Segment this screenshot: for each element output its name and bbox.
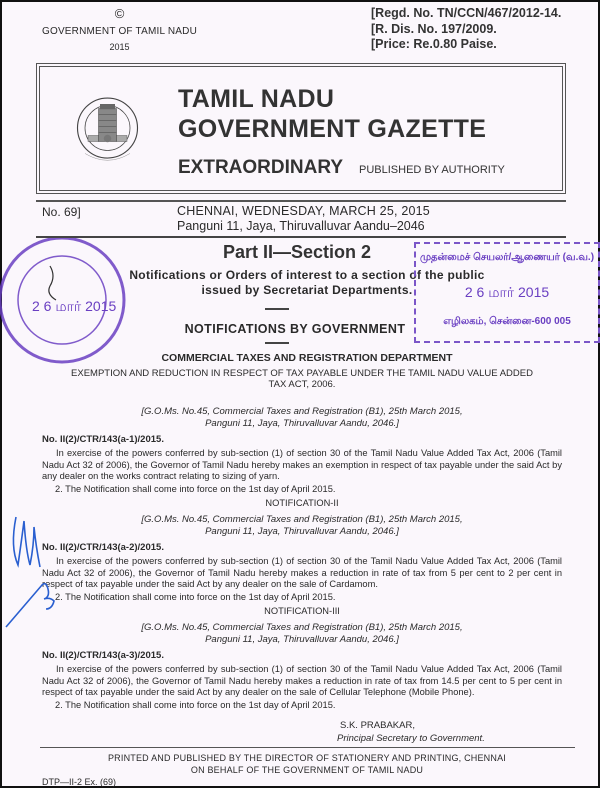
registration-block [371, 6, 561, 53]
notification-body: In exercise of the powers conferred by sub-section (1) of section 30 of the Tamil Nadu Value Added Tax Act, 2006 (Tamil Nadu Act 32 of 2006), the Governor of Tamil Nadu hereby makes an exemption in respect of tax payable under the said Act by any dealer on the works contract relating to sizing of yarn. [42, 448, 562, 481]
printer-line1: PRINTED AND PUBLISHED BY THE DIRECTOR OF STATIONERY AND PRINTING, CHENNAI [107, 753, 506, 763]
issue-date: CHENNAI, WEDNESDAY, MARCH 25, 2015 [177, 204, 430, 218]
notification-number: No. II(2)/CTR/143(a-2)/2015. [42, 542, 164, 553]
printer-line2: ON BEHALF OF THE GOVERNMENT OF TAMIL NADU [190, 765, 424, 775]
notification-heading: NOTIFICATION-III [264, 606, 340, 616]
subject-line2: TAX ACT, 2006. [268, 379, 336, 390]
short-divider [265, 342, 289, 344]
subject-line1: EXEMPTION AND REDUCTION IN RESPECT OF TAX PAYABLE UNDER THE TAMIL NADU VALUE ADDED [71, 368, 533, 379]
notification-number: No. II(2)/CTR/143(a-1)/2015. [42, 434, 164, 445]
citation-line1: [G.O.Ms. No.45, Commercial Taxes and Registration (B1), 25th March 2015, [141, 622, 463, 633]
dtp-code: DTP—II-2 Ex. (69) [42, 777, 117, 787]
signatory-title: Principal Secretary to Government. [337, 733, 485, 744]
citation [72, 406, 532, 430]
signatory-name: S.K. PRABAKAR, [340, 720, 415, 731]
notifications-by-government: NOTIFICATIONS BY GOVERNMENT [184, 322, 406, 336]
short-divider [265, 308, 289, 310]
notification-effective: 2. The Notification shall come into force on the 1st day of April 2015. [55, 592, 336, 602]
rdis-number: [R. Dis. No. 197/2009. [371, 21, 497, 36]
stamp-address-line: எழிலகம், சென்னை-600 005 [443, 316, 571, 327]
rectangular-office-stamp [414, 242, 600, 343]
notification-effective: 2. The Notification shall come into force on the 1st day of April 2015. [55, 484, 336, 494]
copyright-year: 2015 [109, 42, 130, 52]
notification-effective: 2. The Notification shall come into force on the 1st day of April 2015. [55, 700, 336, 710]
gazette-title-line2: GOVERNMENT GAZETTE [178, 115, 487, 143]
issue-number: No. 69] [42, 205, 81, 219]
divider [40, 747, 575, 748]
subject [47, 368, 557, 390]
round-stamp-date: 2 6 மார் 2015 [32, 298, 117, 314]
notification-body: In exercise of the powers conferred by sub-section (1) of section 30 of the Tamil Nadu Value Added Tax Act, 2006 (Tamil Nadu Act 32 of 2006), the Governor of Tamil Nadu hereby makes a reduction in rate of tax from 5 per cent to 2 per cent in respect of tax payable under the said Act by any dealer on the sale of Cardamom. [42, 556, 562, 589]
part-section-heading: Part II—Section 2 [222, 242, 372, 262]
citation-line2: Panguni 11, Jaya, Thiruvalluvar Aandu, 2046.] [205, 634, 399, 645]
handwritten-signature [2, 507, 62, 647]
published-by-authority: PUBLISHED BY AUTHORITY [359, 164, 505, 176]
stamp-office-line: முதன்மைச் செயலர்/ஆணையர் (வ.வ.) [419, 252, 595, 263]
stamp-date: 2 6 மார் 2015 [464, 284, 550, 300]
copyright-symbol: © [114, 6, 125, 21]
regd-number: [Regd. No. TN/CCN/467/2012-14. [371, 6, 562, 20]
citation-line1: [G.O.Ms. No.45, Commercial Taxes and Registration (B1), 25th March 2015, [141, 514, 463, 525]
price: [Price: Re.0.80 Paise. [371, 37, 497, 51]
extraordinary-label: EXTRAORDINARY [178, 157, 344, 178]
government-name: GOVERNMENT OF TAMIL NADU [41, 26, 197, 37]
citation-line2: Panguni 11, Jaya, Thiruvalluvar Aandu, 2046.] [205, 526, 399, 537]
section-description-line2: issued by Secretariat Departments. [201, 283, 413, 297]
notification-body: In exercise of the powers conferred by sub-section (1) of section 30 of the Tamil Nadu Value Added Tax Act, 2006 (Tamil Nadu Act 32 of 2006), the Governor of Tamil Nadu hereby makes a reduction in rate of tax from 14.5 per cent to 5 per cent in respect of tax payable under the said Act by any dealer on the sale of Cellular Telephone (Mobile Phone). [42, 664, 562, 697]
department-name: COMMERCIAL TAXES AND REGISTRATION DEPARTMENT [161, 352, 453, 364]
section-description-line1: Notifications or Orders of interest to a section of the public [129, 268, 485, 282]
citation [72, 514, 532, 538]
citation-line1: [G.O.Ms. No.45, Commercial Taxes and Registration (B1), 25th March 2015, [141, 406, 463, 417]
divider [36, 200, 566, 202]
citation-line2: Panguni 11, Jaya, Thiruvalluvar Aandu, 2046.] [205, 418, 399, 429]
gazette-title-line1: TAMIL NADU [178, 85, 335, 113]
notification-number: No. II(2)/CTR/143(a-3)/2015. [42, 650, 164, 661]
tamil-nadu-emblem-icon [70, 92, 145, 167]
citation [72, 622, 532, 646]
notification-heading: NOTIFICATION-II [265, 498, 339, 508]
tamil-date: Panguni 11, Jaya, Thiruvalluvar Aandu–2046 [177, 219, 425, 233]
